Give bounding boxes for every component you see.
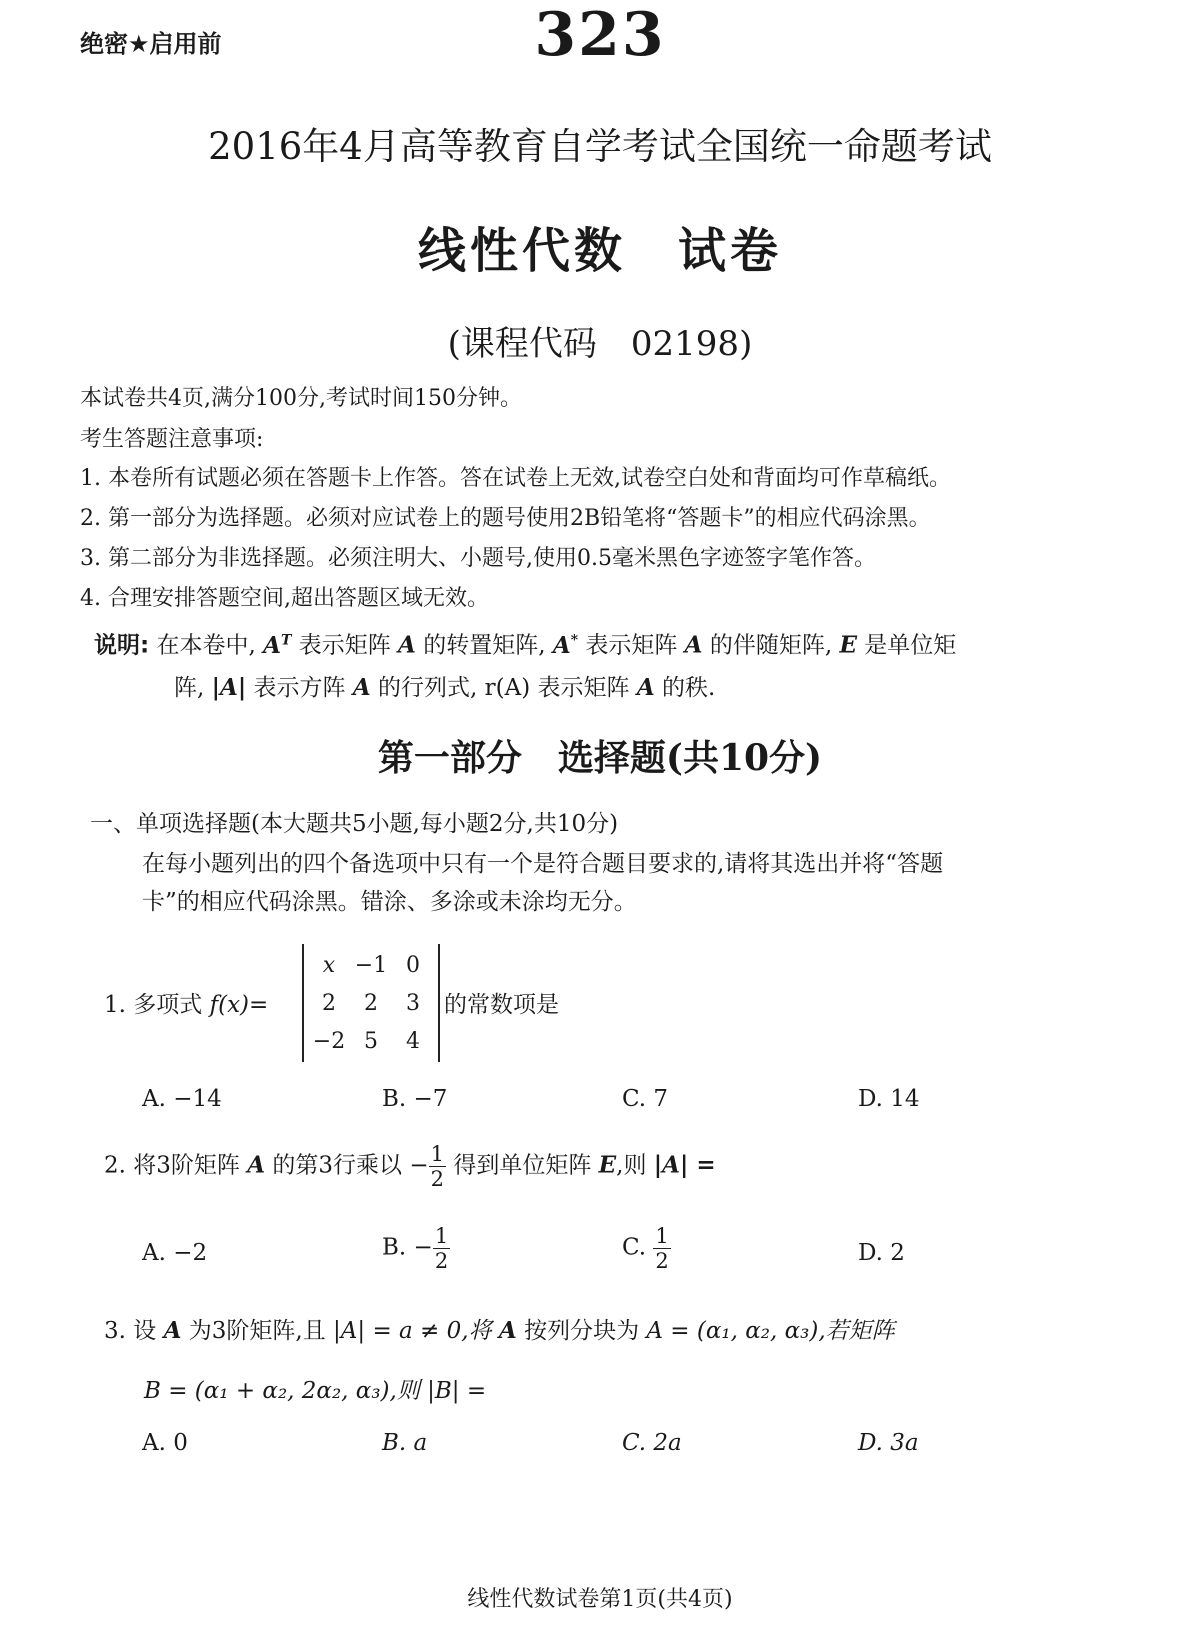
symbol: A	[352, 674, 371, 701]
minus-sign: −	[409, 1152, 429, 1179]
det-cell: −2	[312, 1028, 346, 1054]
option-d: D. 14	[858, 1086, 920, 1112]
fraction-numerator: 1	[655, 1224, 669, 1248]
symbol: A*	[552, 631, 579, 659]
symbol: A	[398, 631, 416, 659]
option-b	[382, 1224, 450, 1273]
symbol: E	[839, 631, 857, 659]
symbol: |A| =	[653, 1151, 716, 1179]
det-cell: −1	[354, 952, 388, 978]
det-left-bar	[302, 944, 304, 1062]
question-text: 将3阶矩阵	[133, 1152, 240, 1179]
note-text: 表示矩阵	[537, 675, 630, 701]
determinant	[302, 944, 440, 1062]
fraction	[653, 1224, 670, 1273]
question-number: 1.	[104, 992, 126, 1018]
det-cell: 2	[322, 990, 336, 1016]
fraction-numerator: 1	[434, 1224, 449, 1248]
symbol: |A|	[211, 674, 247, 701]
note-line-2	[174, 672, 715, 704]
question-2	[104, 1142, 716, 1191]
symbol: A	[163, 1317, 182, 1344]
question-text: 为3阶矩阵,且	[188, 1318, 326, 1344]
course-code: (课程代码 02198)	[447, 324, 753, 364]
option-b: B. a	[382, 1430, 428, 1456]
note-text: 表示方阵	[253, 675, 346, 701]
fraction-denominator: 2	[430, 1167, 444, 1191]
question-3-line-2	[144, 1372, 486, 1405]
symbol: A	[247, 1151, 266, 1179]
question-3	[104, 1312, 895, 1345]
section-description: 卡”的相应代码涂黑。错涂、多涂或未涂均无分。	[142, 889, 637, 915]
note-text: 是单位矩	[864, 632, 957, 659]
page-footer: 线性代数试卷第1页(共4页)	[467, 1587, 733, 1612]
symbol: $A^T$	[263, 631, 292, 659]
question-math: A = (α₁, α₂, α₃),若矩阵	[646, 1318, 895, 1344]
fraction	[429, 1142, 446, 1191]
instruction-item: 2. 第一部分为选择题。必须对应试卷上的题号使用2B铅笔将“答题卡”的相应代码涂黑。	[80, 506, 931, 531]
fraction-denominator: 2	[434, 1249, 449, 1273]
question-math: |B| =	[427, 1378, 487, 1404]
option-c	[622, 1224, 671, 1273]
note-text: 在本卷中,	[156, 632, 256, 659]
note-text: 表示矩阵	[585, 632, 678, 659]
note-text: 的伴随矩阵,	[709, 632, 833, 659]
function-label: f(x)=	[209, 992, 269, 1018]
det-cell: 5	[364, 1028, 378, 1054]
symbol: A	[684, 631, 703, 659]
symbol: A	[498, 1317, 517, 1344]
question-text: 按列分块为	[524, 1318, 640, 1344]
question-text: 多项式	[133, 992, 203, 1018]
option-c: C. 7	[622, 1086, 669, 1112]
question-number: 2.	[104, 1152, 126, 1179]
question-text: 的第3行乘以	[272, 1152, 403, 1179]
instruction-item: 1. 本卷所有试题必须在答题卡上作答。答在试卷上无效,试卷空白处和背面均可作草稿纸。	[80, 466, 951, 491]
part1-title: 第一部分 选择题(共10分)	[377, 737, 823, 779]
exam-title: 2016年4月高等教育自学考试全国统一命题考试	[208, 125, 992, 168]
det-matrix	[308, 946, 434, 1060]
section-description: 在每小题列出的四个备选项中只有一个是符合题目要求的,请将其选出并将“答题	[142, 851, 944, 877]
question-number: 3.	[104, 1318, 126, 1344]
minus-sign: −	[413, 1234, 433, 1261]
instructions-heading: 考生答题注意事项:	[80, 427, 264, 452]
det-cell: x	[322, 952, 336, 978]
symbol: A	[636, 674, 655, 701]
question-text: = a ≠ 0,将	[372, 1318, 492, 1344]
note-text: r(A)	[484, 675, 531, 701]
option-label: C.	[622, 1234, 647, 1261]
symbol: E	[598, 1151, 617, 1179]
paper-code: 323	[534, 0, 666, 70]
instruction-item: 4. 合理安排答题空间,超出答题区域无效。	[80, 586, 489, 611]
question-text: ,则	[616, 1152, 647, 1179]
question-math: B = (α₁ + α₂, 2α₂, α₃),则	[144, 1378, 420, 1404]
note-text: 阵,	[174, 675, 205, 701]
exam-summary: 本试卷共4页,满分100分,考试时间150分钟。	[80, 386, 522, 411]
note-line-1	[94, 624, 956, 662]
det-cell: 2	[364, 990, 378, 1016]
note-text: 的行列式,	[378, 675, 478, 701]
question-text: 设	[133, 1318, 157, 1344]
det-cell: 4	[406, 1028, 420, 1054]
note-text: 的秩.	[662, 675, 716, 701]
fraction	[433, 1224, 450, 1273]
option-b: B. −7	[382, 1086, 448, 1112]
question-text: 得到单位矩阵	[453, 1152, 592, 1179]
option-a: A. −14	[142, 1086, 222, 1112]
note-text: 的转置矩阵,	[423, 632, 546, 659]
note-text: 表示矩阵	[298, 632, 391, 659]
fraction-denominator: 2	[655, 1249, 669, 1273]
section-title: 一、单项选择题(本大题共5小题,每小题2分,共10分)	[90, 811, 619, 837]
subject-title: 线性代数 试卷	[417, 223, 782, 279]
option-label: B.	[382, 1234, 407, 1261]
note-label: 说明:	[94, 632, 150, 659]
symbol: |A|	[333, 1318, 366, 1344]
secret-mark: 绝密★启用前	[80, 30, 222, 58]
det-cell: 3	[406, 990, 420, 1016]
option-a: A. −2	[142, 1240, 208, 1266]
question-text: 的常数项是	[444, 992, 559, 1018]
det-cell: 0	[406, 952, 420, 978]
fraction-numerator: 1	[430, 1142, 444, 1166]
option-d: D. 3a	[858, 1430, 919, 1456]
option-c: C. 2a	[622, 1430, 682, 1456]
option-a: A. 0	[142, 1430, 188, 1456]
option-d: D. 2	[858, 1240, 905, 1266]
question-1	[104, 986, 268, 1019]
det-right-bar	[438, 944, 440, 1062]
instruction-item: 3. 第二部分为非选择题。必须注明大、小题号,使用0.5毫米黑色字迹签字笔作答。	[80, 546, 876, 571]
